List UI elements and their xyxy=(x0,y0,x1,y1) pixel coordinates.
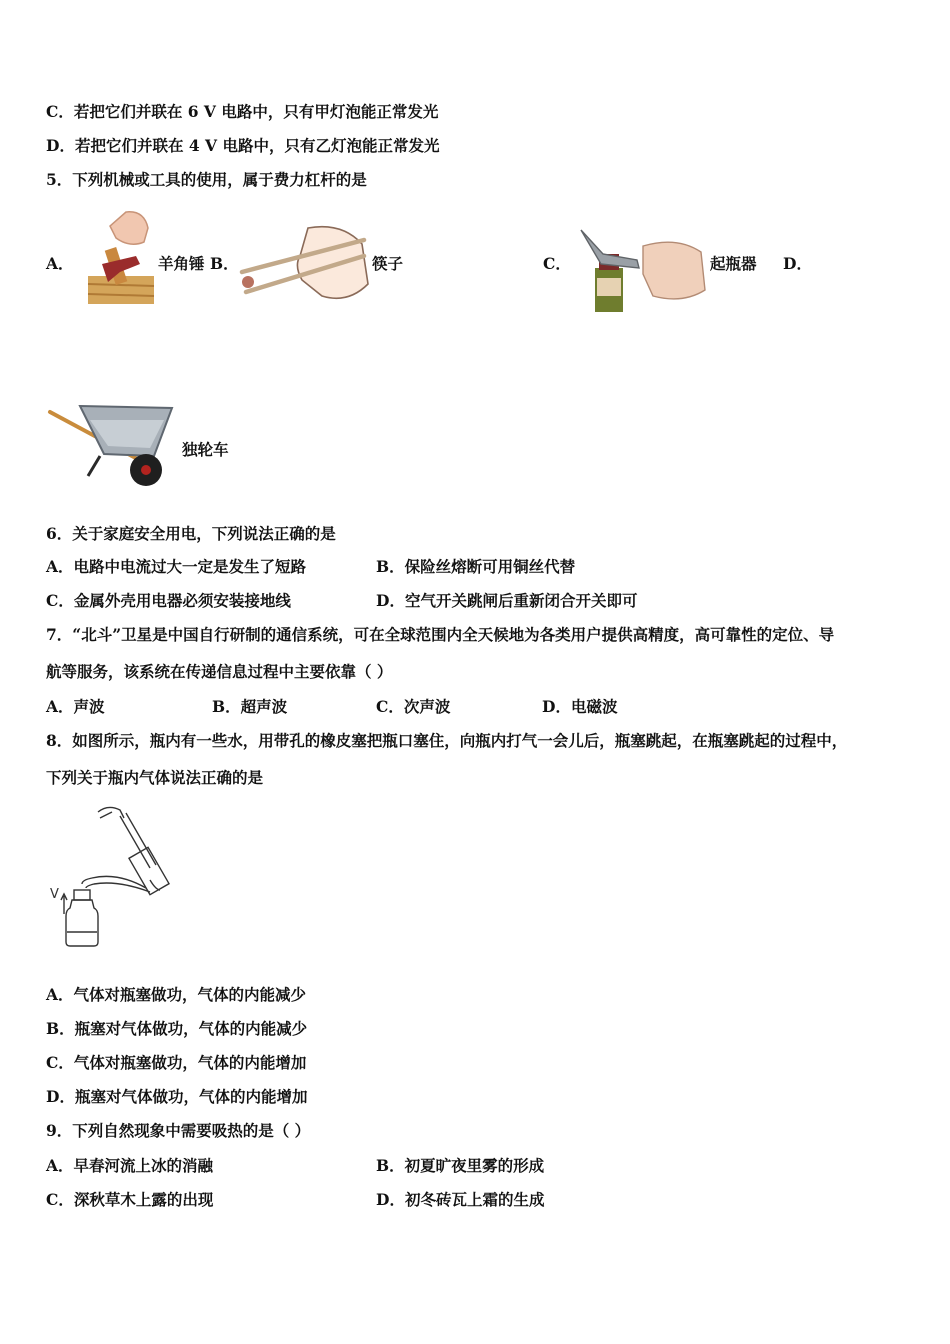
q4-option-d: D．若把它们并联在 4 V 电路中，只有乙灯泡能正常发光 xyxy=(46,136,440,155)
q5-option-d-letter: D． xyxy=(783,254,812,273)
q5-option-b-letter: B． xyxy=(210,254,239,273)
q8-option-b: B．瓶塞对气体做功，气体的内能减少 xyxy=(46,1019,308,1038)
q5-option-c-letter: C． xyxy=(543,254,571,273)
q6-stem: 6．关于家庭安全用电，下列说法正确的是 xyxy=(46,524,336,543)
chopsticks-image xyxy=(238,222,370,304)
hammer-image xyxy=(86,208,158,308)
q9-option-b: B．初夏旷夜里雾的形成 xyxy=(376,1156,545,1175)
q7-option-d: D．电磁波 xyxy=(542,697,618,716)
q5-option-c-label: 起瓶器 xyxy=(710,254,757,273)
air-pump-bottle-diagram xyxy=(46,798,176,950)
q9-option-c: C．深秋草木上露的出现 xyxy=(46,1190,214,1209)
q6-option-d: D．空气开关跳闸后重新闭合开关即可 xyxy=(376,591,638,610)
q5-option-d-label: 独轮车 xyxy=(182,440,229,459)
q8-option-c: C．气体对瓶塞做功，气体的内能增加 xyxy=(46,1053,307,1072)
q5-option-a-letter: A． xyxy=(46,254,74,273)
q6-option-b: B．保险丝熔断可用铜丝代替 xyxy=(376,557,576,576)
wheelbarrow-image xyxy=(46,400,182,492)
velocity-label: V xyxy=(50,887,59,902)
q7-option-a: A．声波 xyxy=(46,697,105,716)
q8-option-a: A．气体对瓶塞做功，气体的内能减少 xyxy=(46,985,307,1004)
q7-option-c: C．次声波 xyxy=(376,697,451,716)
q5-option-b-label: 筷子 xyxy=(372,254,404,273)
q4-option-c: C．若把它们并联在 6 V 电路中，只有甲灯泡能正常发光 xyxy=(46,102,439,121)
bottle-opener-image xyxy=(573,224,709,312)
q5-stem: 5．下列机械或工具的使用，属于费力杠杆的是 xyxy=(46,170,367,189)
q8-stem-line1: 8．如图所示，瓶内有一些水，用带孔的橡皮塞把瓶口塞住，向瓶内打气一会儿后，瓶塞跳起，在瓶塞跳起的过程中， xyxy=(46,731,848,750)
q7-option-b: B．超声波 xyxy=(212,697,288,716)
q9-stem: 9．下列自然现象中需要吸热的是（ ） xyxy=(46,1121,311,1140)
q6-option-a: A．电路中电流过大一定是发生了短路 xyxy=(46,557,307,576)
q8-stem-line2: 下列关于瓶内气体说法正确的是 xyxy=(46,768,264,787)
q6-option-c: C．金属外壳用电器必须安装接地线 xyxy=(46,591,291,610)
q8-option-d: D．瓶塞对气体做功，气体的内能增加 xyxy=(46,1087,308,1106)
q9-option-d: D．初冬砖瓦上霜的生成 xyxy=(376,1190,545,1209)
q7-stem-line2: 航等服务，该系统在传递信息过程中主要依靠（ ） xyxy=(46,662,393,681)
q7-stem-line1: 7．“北斗”卫星是中国自行研制的通信系统，可在全球范围内全天候地为各类用户提供高精度，高可靠性的定位、导 xyxy=(46,625,835,644)
q5-option-a-label: 羊角锤 xyxy=(158,254,205,273)
q9-option-a: A．早春河流上冰的消融 xyxy=(46,1156,214,1175)
